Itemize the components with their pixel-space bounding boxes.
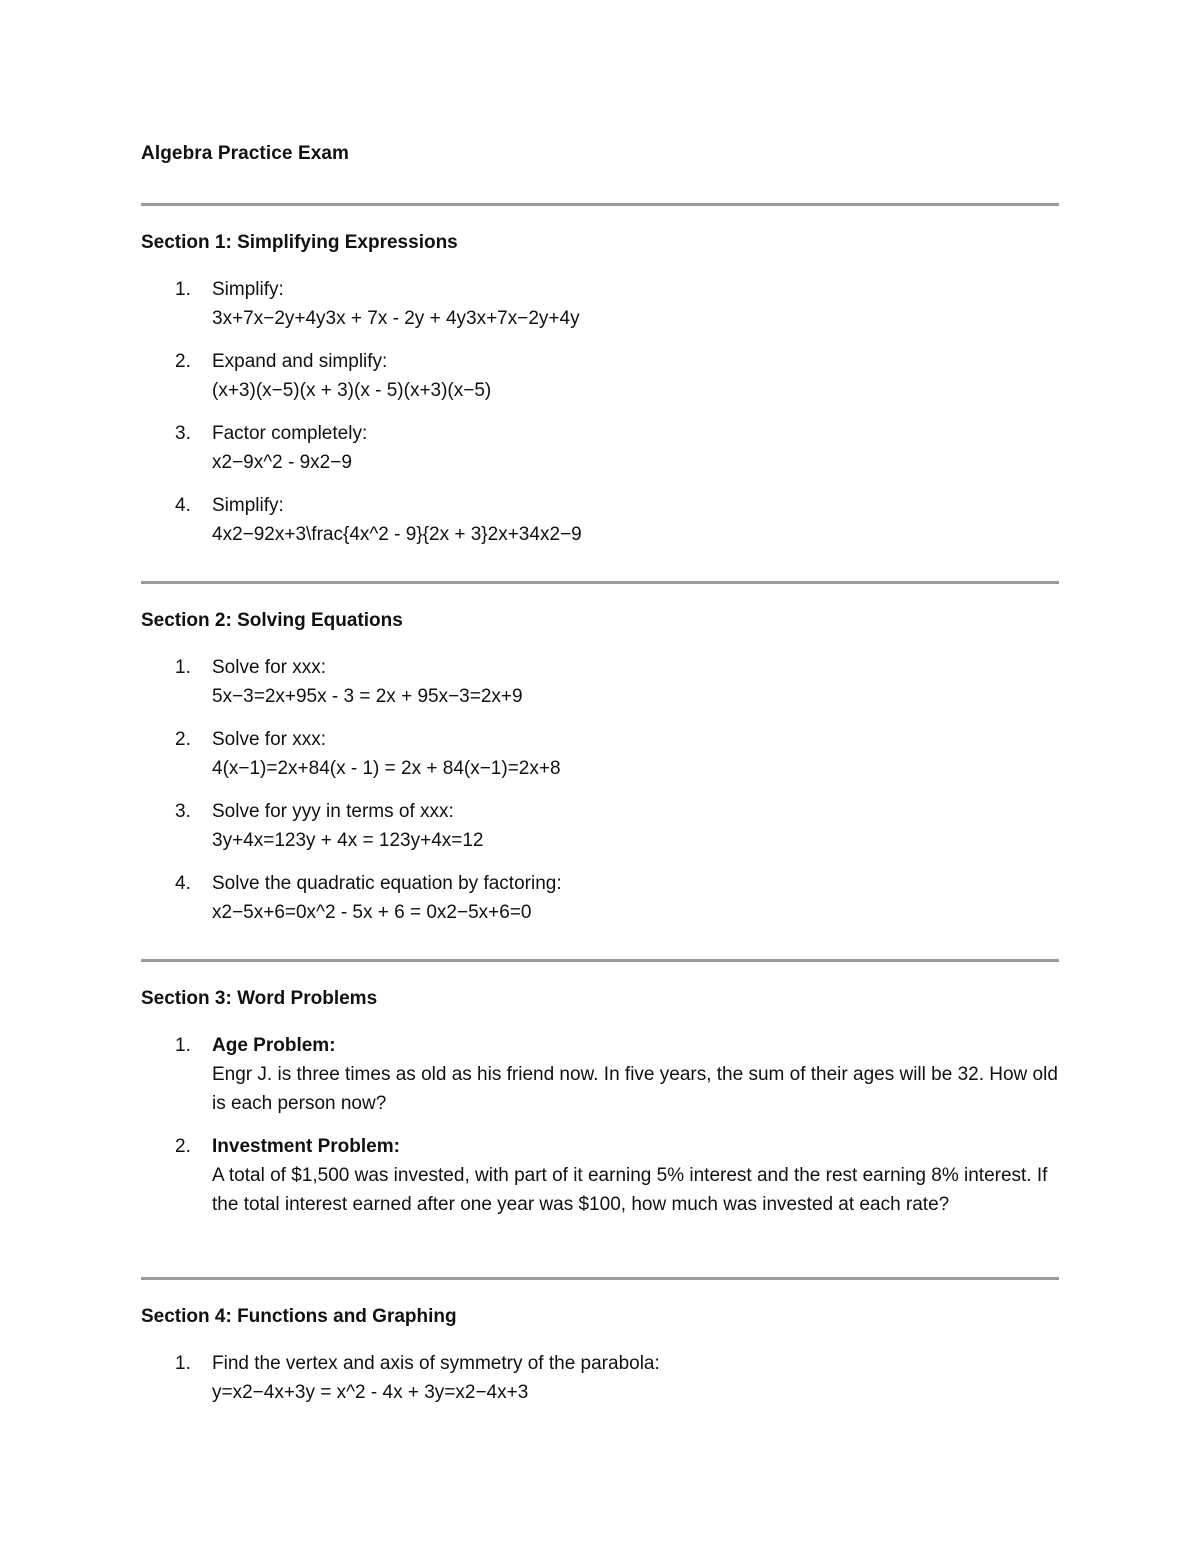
question-item bbox=[141, 419, 1071, 477]
question-item bbox=[141, 275, 1071, 333]
question-list bbox=[141, 653, 1071, 927]
section-divider bbox=[141, 203, 1059, 206]
section-heading: Section 4: Functions and Graphing bbox=[141, 1306, 457, 1327]
question-number: 4. bbox=[175, 873, 191, 894]
question-prompt: Factor completely: bbox=[212, 423, 368, 444]
question-list bbox=[141, 1349, 1071, 1407]
question-number: 2. bbox=[175, 729, 191, 750]
section-heading: Section 2: Solving Equations bbox=[141, 610, 403, 631]
question-number: 1. bbox=[175, 1353, 191, 1374]
problem-label: Investment Problem: bbox=[212, 1136, 400, 1157]
question-list bbox=[141, 275, 1071, 549]
problem-body: A total of $1,500 was invested, with part of it earning 5% interest and the rest earning 8% interest. If the total interest earned after one year was $100, how much was invested at each rate? bbox=[212, 1165, 1048, 1215]
question-item bbox=[141, 653, 1071, 711]
question-item bbox=[141, 347, 1071, 405]
question-item bbox=[141, 491, 1071, 549]
question-expression: (x+3)(x−5)(x + 3)(x - 5)(x+3)(x−5) bbox=[212, 380, 492, 401]
problem-body: Engr J. is three times as old as his friend now. In five years, the sum of their ages will be 32. How old is each person now? bbox=[212, 1064, 1058, 1114]
question-prompt: Solve for xxx: bbox=[212, 657, 327, 678]
question-prompt: Find the vertex and axis of symmetry of the parabola: bbox=[212, 1353, 660, 1374]
section-divider bbox=[141, 959, 1059, 962]
question-number: 3. bbox=[175, 423, 191, 444]
question-number: 4. bbox=[175, 495, 191, 516]
section-heading: Section 3: Word Problems bbox=[141, 988, 378, 1009]
question-item bbox=[141, 725, 1071, 783]
question-prompt: Solve the quadratic equation by factoring: bbox=[212, 873, 562, 894]
question-prompt: Simplify: bbox=[212, 495, 284, 516]
question-prompt: Solve for xxx: bbox=[212, 729, 327, 750]
question-item bbox=[141, 869, 1071, 927]
question-number: 1. bbox=[175, 279, 191, 300]
question-number: 2. bbox=[175, 351, 191, 372]
question-expression: 4(x−1)=2x+84(x - 1) = 2x + 84(x−1)=2x+8 bbox=[212, 758, 561, 779]
problem-label: Age Problem: bbox=[212, 1035, 336, 1056]
question-expression: x2−5x+6=0x^2 - 5x + 6 = 0x2−5x+6=0 bbox=[212, 902, 532, 923]
question-expression: x2−9x^2 - 9x2−9 bbox=[212, 452, 352, 473]
question-prompt: Expand and simplify: bbox=[212, 351, 388, 372]
question-number: 1. bbox=[175, 657, 191, 678]
question-number: 2. bbox=[175, 1136, 191, 1157]
question-number: 1. bbox=[175, 1035, 191, 1056]
question-list bbox=[141, 1031, 1071, 1219]
section-divider bbox=[141, 1277, 1059, 1280]
question-item bbox=[141, 1132, 1071, 1219]
question-expression: 5x−3=2x+95x - 3 = 2x + 95x−3=2x+9 bbox=[212, 686, 523, 707]
section-word-problems bbox=[141, 987, 1071, 1233]
question-number: 3. bbox=[175, 801, 191, 822]
question-expression: y=x2−4x+3y = x^2 - 4x + 3y=x2−4x+3 bbox=[212, 1382, 529, 1403]
question-item bbox=[141, 1031, 1071, 1118]
page-title: Algebra Practice Exam bbox=[141, 143, 350, 164]
section-heading: Section 1: Simplifying Expressions bbox=[141, 232, 458, 253]
question-expression: 3y+4x=123y + 4x = 123y+4x=12 bbox=[212, 830, 484, 851]
question-item bbox=[141, 1349, 1071, 1407]
question-prompt: Solve for yyy in terms of xxx: bbox=[212, 801, 454, 822]
question-prompt: Simplify: bbox=[212, 279, 284, 300]
question-expression: 4x2−92x+3\frac{4x^2 - 9}{2x + 3}2x+34x2−9 bbox=[212, 524, 582, 545]
section-simplifying-expressions bbox=[141, 231, 1071, 563]
section-functions-graphing bbox=[141, 1305, 1071, 1421]
section-divider bbox=[141, 581, 1059, 584]
section-solving-equations bbox=[141, 609, 1071, 941]
question-item bbox=[141, 797, 1071, 855]
question-expression: 3x+7x−2y+4y3x + 7x - 2y + 4y3x+7x−2y+4y bbox=[212, 308, 580, 329]
